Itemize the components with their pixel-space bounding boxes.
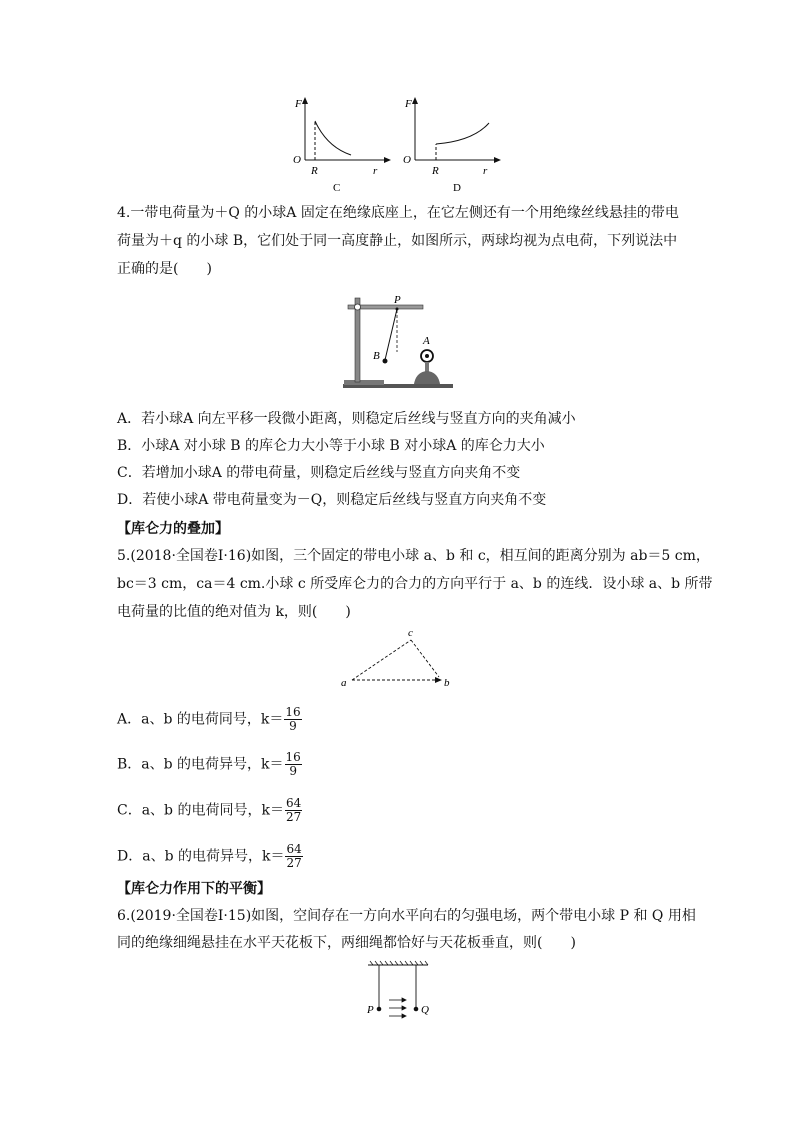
graph-c-r-marker: R <box>311 165 318 177</box>
q5-label-b: b <box>444 677 450 689</box>
q4-label-p: P <box>394 294 401 306</box>
q5-option-a-den: 9 <box>289 719 297 733</box>
q5-option-a-num: 16 <box>285 705 301 719</box>
q4-option-d: D．若使小球A 带电荷量变为－Q，则稳定后丝线与竖直方向夹角不变 <box>117 492 547 508</box>
q5-label-a: a <box>341 677 347 689</box>
graph-c-caption: C <box>333 182 341 194</box>
graph-d-caption: D <box>453 182 461 194</box>
q5-option-a-fraction <box>284 706 301 733</box>
graph-c <box>285 95 395 195</box>
graph-d-r-marker: R <box>432 165 439 177</box>
q4-stem-line3: 正确的是( ) <box>117 261 212 277</box>
q4-stem-line1: 4.一带电荷量为＋Q 的小球A 固定在绝缘底座上，在它左侧还有一个用绝缘丝线悬挂的带电 <box>117 205 679 221</box>
q5-option-c-text: C．a、b 的电荷同号，k＝ <box>117 802 284 819</box>
q5-option-c-num: 64 <box>285 796 302 810</box>
q5-option-b-fraction <box>285 751 302 778</box>
graph-d <box>395 95 505 195</box>
q5-option-d-den: 27 <box>286 856 302 870</box>
graph-c-x-label: r <box>373 165 378 177</box>
q5-stem-line2: bc＝3 cm，ca＝4 cm.小球 c 所受库仑力的合力的方向平行于 a、b 的连线．设小球 a、b 所带 <box>117 576 713 592</box>
q4-option-c: C．若增加小球A 的带电荷量，则稳定后丝线与竖直方向夹角不变 <box>117 465 521 481</box>
q5-triangle-figure <box>335 627 460 692</box>
q6-label-q: Q <box>421 1004 429 1016</box>
q4-option-a: A．若小球A 向左平移一段微小距离，则稳定后丝线与竖直方向的夹角减小 <box>117 411 576 427</box>
q5-option-d <box>117 843 303 870</box>
q4-label-b: B <box>373 350 380 362</box>
q6-stem-line1: 6.(2019·全国卷Ⅰ·15)如图，空间存在一方向水平向右的匀强电场，两个带电小球 P 和 Q 用相 <box>117 908 696 924</box>
q6-label-p: P <box>367 1004 374 1016</box>
q4-option-b: B．小球A 对小球 B 的库仑力大小等于小球 B 对小球A 的库仑力大小 <box>117 438 545 454</box>
q6-figure <box>362 958 437 1023</box>
q5-option-d-fraction <box>285 843 302 870</box>
q5-option-c-fraction <box>285 797 302 824</box>
q4-figure <box>338 292 458 394</box>
q5-stem-line1: 5.(2018·全国卷Ⅰ·16)如图，三个固定的带电小球 a、b 和 c，相互间的距离分别为 ab＝5 cm， <box>117 548 710 564</box>
section-header-superposition: 【库仑力的叠加】 <box>117 521 229 537</box>
graph-d-y-label: F <box>405 98 412 110</box>
q5-option-a-text: A．a、b 的电荷同号，k＝ <box>117 711 284 728</box>
q5-option-d-num: 64 <box>286 842 302 856</box>
graph-d-origin: O <box>403 154 411 166</box>
q5-option-c-den: 27 <box>285 810 302 824</box>
q5-option-a <box>117 706 302 733</box>
graph-d-x-label: r <box>483 165 488 177</box>
q5-stem-line3: 电荷量的比值的绝对值为 k，则( ) <box>117 604 351 620</box>
q5-option-b-num: 16 <box>285 750 301 764</box>
graph-c-y-label: F <box>295 98 302 110</box>
q5-option-b-den: 9 <box>289 764 297 778</box>
section-header-equilibrium: 【库仑力作用下的平衡】 <box>117 881 271 897</box>
graph-c-origin: O <box>293 154 301 166</box>
q4-label-a: A <box>423 335 430 347</box>
q5-option-b-text: B．a、b 的电荷异号，k＝ <box>117 756 284 773</box>
q5-option-c <box>117 797 302 824</box>
q6-stem-line2: 同的绝缘细绳悬挂在水平天花板下，两细绳都恰好与天花板垂直，则( ) <box>117 935 576 951</box>
q5-option-d-text: D．a、b 的电荷异号，k＝ <box>117 848 285 865</box>
q4-stem-line2: 荷量为＋q 的小球 B，它们处于同一高度静止，如图所示，两球均视为点电荷，下列说法中 <box>117 233 678 249</box>
q5-label-c: c <box>408 627 413 639</box>
q5-option-b <box>117 751 302 778</box>
